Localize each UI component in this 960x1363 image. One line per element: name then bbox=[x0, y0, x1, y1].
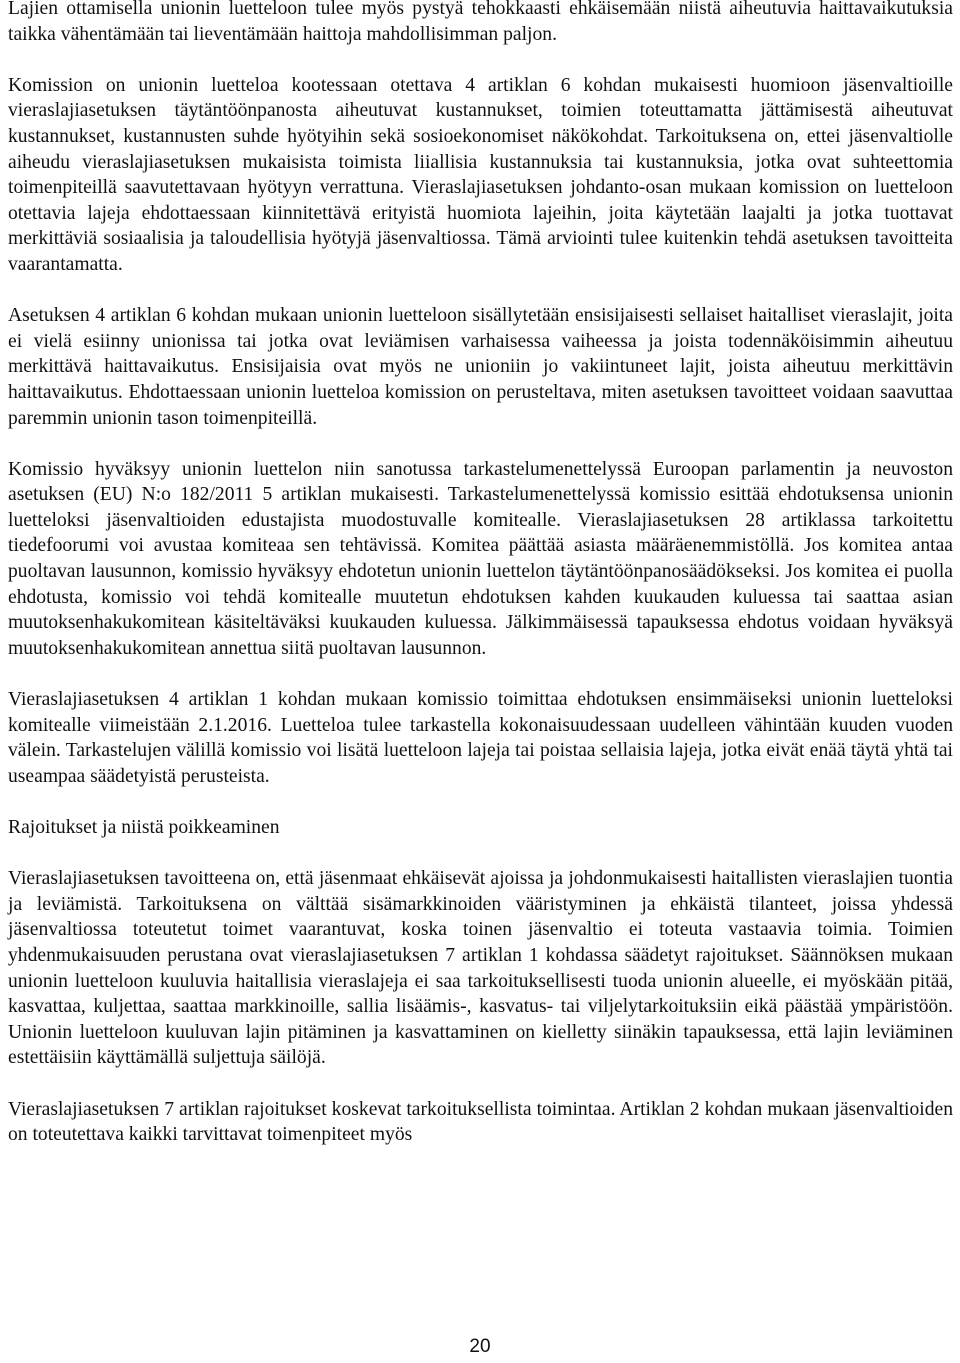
paragraph-6: Vieraslajiasetuksen tavoitteena on, että jäsenmaat ehkäisevät ajoissa ja johdonmukaisesti haitallisten vieraslajien tuontia ja leviämistä. Tarkoituksena on välttää sisämarkkinoiden vääristyminen ja ehkäistä tilanteet, joissa yhdessä jäsenvaltiossa toteutetut toimet vaarantuvat, koska toinen jäsenvaltio ei toteuta vastaavia toimia. Toimien yhdenmukaisuuden perustana ovat vieraslajiasetuksen 7 artiklan 1 kohdassa säädetyt rajoitukset. Säännöksen mukaan unionin luetteloon kuuluvia haitallisia vieraslajeja ei saa tarkoituksellisesti tuoda unionin alueelle, ei myöskään pitää, kasvattaa, kuljettaa, saattaa markkinoille, sallia lisäämis-, kasvatus- tai viljelytarkoituksiin eikä päästää ympäristöön. Unionin luetteloon kuuluvan lajin pitäminen ja kasvattaminen on kielletty siinäkin tapauksessa, että lajin leviäminen estettäisiin käyttämällä suljettuja säilöjä. bbox=[8, 868, 953, 1069]
document-page bbox=[8, 0, 953, 1173]
paragraph-7: Vieraslajiasetuksen 7 artiklan rajoitukset koskevat tarkoituksellista toimintaa. Artiklan 2 kohdan mukaan jäsenvaltioiden on toteutettava kaikki tarvittavat toimenpiteet myös bbox=[8, 1098, 953, 1146]
section-heading: Rajoitukset ja niistä poikkeaminen bbox=[8, 817, 280, 838]
page-number: 20 bbox=[469, 1336, 491, 1357]
paragraph-3: Asetuksen 4 artiklan 6 kohdan mukaan unionin luetteloon sisällytetään ensisijaisesti sellaiset haitalliset vieraslajit, joita ei vielä esiinny unionissa tai jotka ovat leviämisen varhaisessa vaiheessa ja joista todennäköisimmin aiheutuu merkittävä haittavaikutus. Ensisijaisia ovat myös ne unioniin jo vakiintuneet lajit, joista aiheutuu merkittävin haittavaikutus. Ehdottaessaan unionin luetteloa komission on perusteltava, miten asetuksen tavoitteet voidaan saavuttaa paremmin unionin tason toimenpiteillä. bbox=[8, 305, 953, 429]
paragraph-4: Komissio hyväksyy unionin luettelon niin sanotussa tarkastelumenettelyssä Euroopan parlamentin ja neuvoston asetuksen (EU) N:o 182/2011 5 artiklan mukaisesti. Tarkastelumenettelyssä komissio esittää ehdotuksensa unionin luetteloksi jäsenvaltioiden edustajista muodostuvalle komitealle. Vieraslajiasetuksen 28 artiklassa tarkoitettu tiedefoorumi voi avustaa komiteaa sen tehtävissä. Komitea päättää asiasta määräenemmistöllä. Jos komitea antaa puoltavan lausunnon, komissio hyväksyy ehdotetun unionin luettelon täytäntöönpanosäädökseksi. Jos komitea ei puolla ehdotusta, komissio voi tehdä komitealle muutetun ehdotuksen kahden kuukauden kuluessa tai saattaa asian muutoksenhakukomitean käsiteltäväksi kuukauden kuluessa. Jälkimmäisessä tapauksessa ehdotus voidaan hyväksyä muutoksenhakukomitean annettua siitä puoltavan lausunnon. bbox=[8, 458, 953, 659]
paragraph-2: Komission on unionin luetteloa kootessaan otettava 4 artiklan 6 kohdan mukaisesti huomioon jäsenvaltioille vieraslajiasetuksen täytäntöönpanosta aiheutuvat kustannukset, toimien toteuttamatta jättämisestä aiheutuvat kustannukset, kustannusten suhde hyötyihin sekä sosioekonomiset näkökohdat. Tarkoituksena on, ettei jäsenvaltiolle aiheudu vieraslajiasetuksen mukaisista toimista liiallisia kustannuksia tai kustannuksia, jotka ovat suhteettomia toimenpiteillä saavutettavaan hyötyyn verrattuna. Vieraslajiasetuksen johdanto-osan mukaan komission on luetteloon otettavia lajeja ehdottaessaan kiinnitettävä erityistä huomiota lajeihin, joita käytetään laajalti ja jotka tuottavat merkittäviä sosiaalisia ja taloudellisia hyötyjä jäsenvaltiossa. Tämä arviointi tulee kuitenkin tehdä asetuksen tavoitteita vaarantamatta. bbox=[8, 74, 953, 275]
paragraph-5: Vieraslajiasetuksen 4 artiklan 1 kohdan mukaan komissio toimittaa ehdotuksen ensimmäiseksi unionin luetteloksi komitealle viimeistään 2.1.2016. Luetteloa tulee tarkastella kokonaisuudessaan uudelleen vähintään kuuden vuoden välein. Tarkastelujen välillä komissio voi lisätä luetteloon lajeja tai poistaa sellaisia lajeja, jotka eivät enää täytä yhtä tai useampaa säädetyistä perusteista. bbox=[8, 689, 953, 787]
paragraph-1: Lajien ottamisella unionin luetteloon tulee myös pystyä tehokkaasti ehkäisemään niistä aiheutuvia haittavaikutuksia taikka vähentämään tai lieventämään haittoja mahdollisimman paljon. bbox=[8, 0, 953, 45]
